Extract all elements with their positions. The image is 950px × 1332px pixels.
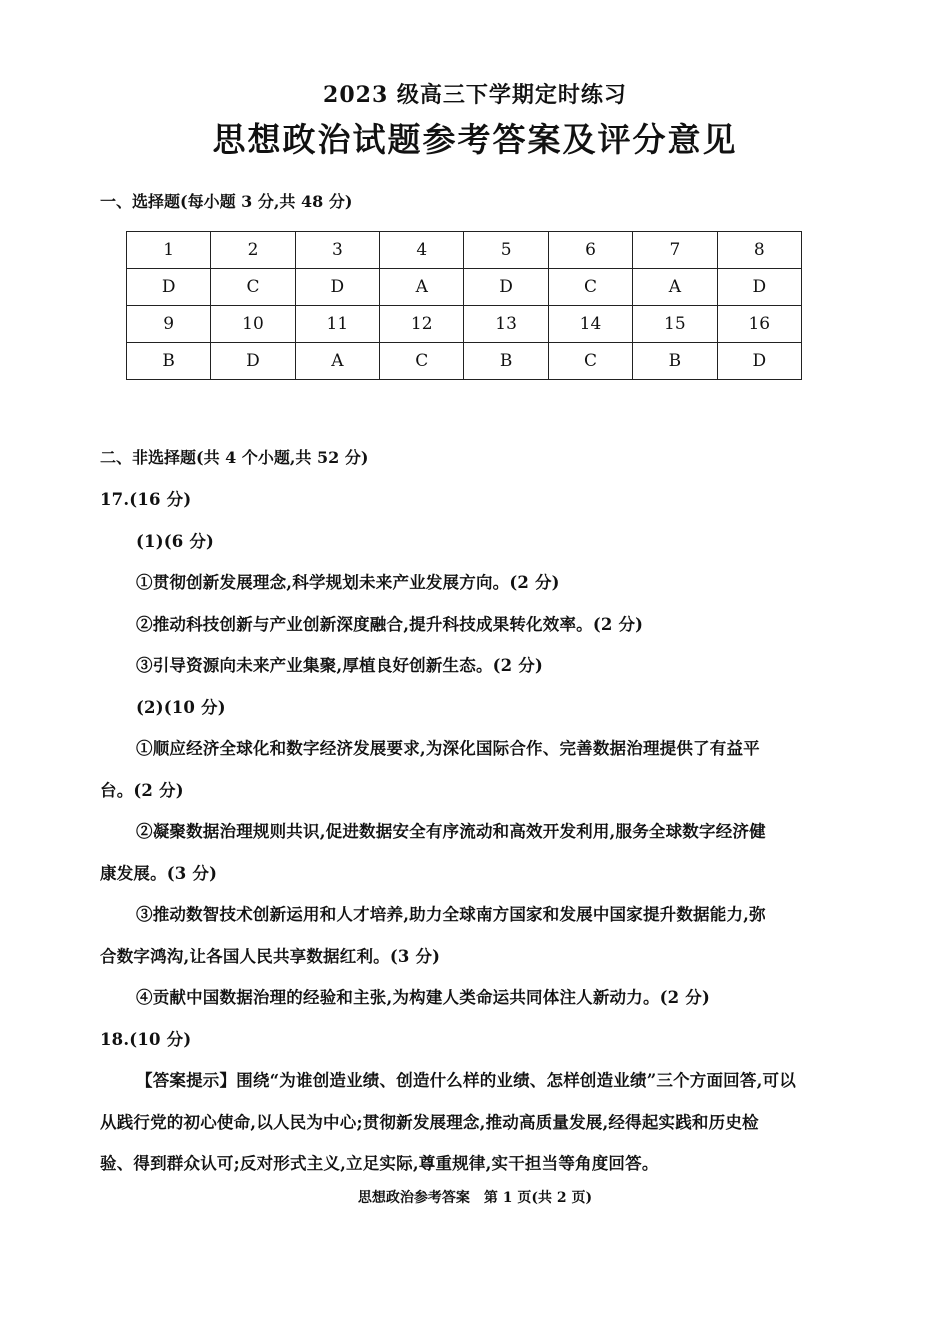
answer-cell: D — [464, 269, 548, 306]
question-number-cell: 6 — [548, 232, 632, 269]
q17-part1-heading: (1)(6 分) — [136, 532, 215, 551]
q17-part2-line: 康发展。(3 分) — [100, 864, 218, 883]
q17-part1-item: ②推动科技创新与产业创新深度融合,提升科技成果转化效率。(2 分) — [136, 615, 644, 634]
multiple-choice-answer-table — [126, 231, 802, 380]
q18-line: 验、得到群众认可;反对形式主义,立足实际,尊重规律,实干担当等角度回答。 — [100, 1154, 659, 1173]
q17-part2-line: ③推动数智技术创新运用和人才培养,助力全球南方国家和发展中国家提升数据能力,弥 — [136, 905, 766, 924]
document-title: 思想政治试题参考答案及评分意见 — [212, 120, 738, 159]
answer-cell: D — [717, 343, 801, 380]
q17-part2-line: 台。(2 分) — [100, 781, 184, 800]
answer-cell: C — [211, 269, 295, 306]
q18-line: 从践行党的初心使命,以人民为中心;贯彻新发展理念,推动高质量发展,经得起实践和历史检 — [100, 1113, 759, 1132]
question-number-cell: 10 — [211, 306, 295, 343]
answer-cell: B — [633, 343, 717, 380]
answer-cell: C — [380, 343, 464, 380]
q18-heading: 18.(10 分) — [100, 1030, 192, 1049]
question-number-cell: 1 — [127, 232, 211, 269]
answer-cell: D — [127, 269, 211, 306]
answer-cell: A — [295, 343, 379, 380]
question-number-cell: 3 — [295, 232, 379, 269]
exam-subtitle: 2023 级高三下学期定时练习 — [323, 82, 627, 108]
section-1-title: 一、选择题(每小题 3 分,共 48 分) — [100, 192, 353, 211]
question-number-cell: 12 — [380, 306, 464, 343]
q17-part2-line: ④贡献中国数据治理的经验和主张,为构建人类命运共同体注人新动力。(2 分) — [136, 988, 710, 1007]
page-footer: 思想政治参考答案 第 1 页(共 2 页) — [357, 1190, 593, 1206]
question-number-cell: 2 — [211, 232, 295, 269]
question-number-cell: 15 — [633, 306, 717, 343]
q17-part2-line: 合数字鸿沟,让各国人民共享数据红利。(3 分) — [100, 947, 441, 966]
question-number-cell: 11 — [295, 306, 379, 343]
q17-part1-item: ①贯彻创新发展理念,科学规划未来产业发展方向。(2 分) — [136, 573, 560, 592]
answer-cell: D — [295, 269, 379, 306]
q18-line: 【答案提示】围绕“为谁创造业绩、创造什么样的业绩、怎样创造业绩”三个方面回答,可以 — [136, 1071, 796, 1090]
q17-part2-heading: (2)(10 分) — [136, 698, 226, 717]
answer-row — [127, 269, 802, 306]
q17-part2-line: ①顺应经济全球化和数字经济发展要求,为深化国际合作、完善数据治理提供了有益平 — [136, 739, 760, 758]
answer-row — [127, 343, 802, 380]
question-number-cell: 4 — [380, 232, 464, 269]
question-number-row — [127, 232, 802, 269]
answer-cell: B — [464, 343, 548, 380]
question-number-cell: 13 — [464, 306, 548, 343]
q17-part2-line: ②凝聚数据治理规则共识,促进数据安全有序流动和高效开发利用,服务全球数字经济健 — [136, 822, 766, 841]
q17-heading: 17.(16 分) — [100, 490, 192, 509]
question-number-cell: 9 — [127, 306, 211, 343]
question-number-cell: 8 — [717, 232, 801, 269]
answer-cell: A — [380, 269, 464, 306]
question-number-cell: 7 — [633, 232, 717, 269]
answer-cell: C — [548, 343, 632, 380]
answer-cell: B — [127, 343, 211, 380]
answer-cell: D — [211, 343, 295, 380]
question-number-cell: 16 — [717, 306, 801, 343]
question-number-cell: 14 — [548, 306, 632, 343]
question-number-row — [127, 306, 802, 343]
q17-part1-item: ③引导资源向未来产业集聚,厚植良好创新生态。(2 分) — [136, 656, 543, 675]
question-number-cell: 5 — [464, 232, 548, 269]
section-2-title: 二、非选择题(共 4 个小题,共 52 分) — [100, 448, 369, 467]
answer-cell: A — [633, 269, 717, 306]
answer-cell: C — [548, 269, 632, 306]
answer-cell: D — [717, 269, 801, 306]
